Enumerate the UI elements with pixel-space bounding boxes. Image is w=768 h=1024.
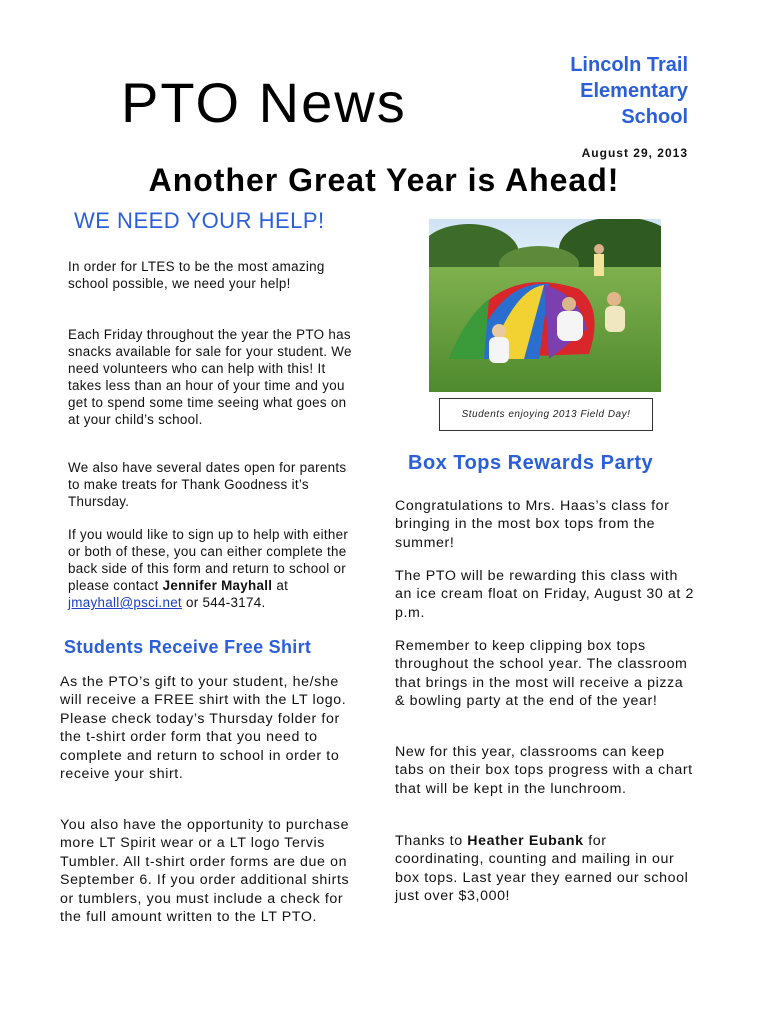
boxtops-paragraph: The PTO will be rewarding this class with an ice cream float on Friday, August 30 at 2 p.m. xyxy=(395,568,695,621)
contact-at: at xyxy=(276,578,289,593)
volunteer-name: Heather Eubank xyxy=(467,833,584,849)
help-contact-text: If you would like to sign up to help with either or both of these, you can either complete the back side of this form and return to school or please contact xyxy=(68,527,349,593)
help-contact-paragraph xyxy=(68,526,358,611)
boxtops-paragraph: Congratulations to Mrs. Haas’s class for bringing in the most box tops from the summer! xyxy=(395,498,670,551)
help-section-heading: WE NEED YOUR HELP! xyxy=(74,208,325,233)
school-name-line: Elementary xyxy=(580,80,688,102)
shirt-paragraph: As the PTO’s gift to your student, he/she will receive a FREE shirt with the LT logo. Please check today’s Thursday folder for the t-shirt order form that you need to complete and return to school in order to receive your shirt. xyxy=(60,674,347,783)
help-paragraph: In order for LTES to be the most amazing school possible, we need your help! xyxy=(68,259,325,291)
field-day-photo xyxy=(429,219,661,392)
shirt-section-heading: Students Receive Free Shirt xyxy=(64,637,312,657)
school-name-line: Lincoln Trail xyxy=(570,54,688,76)
boxtops-paragraph: New for this year, classrooms can keep tabs on their box tops progress with a chart that will be kept in the lunchroom. xyxy=(395,744,693,797)
thanks-prefix: Thanks to xyxy=(395,833,463,849)
shirt-paragraph: You also have the opportunity to purchase more LT Spirit wear or a LT logo Tervis Tumbler. All t-shirt order forms are due on September 6. If you order additional shirts or tumblers, you must include a check for the full amount written to the LT PTO. xyxy=(60,817,350,926)
contact-phone: or 544-3174. xyxy=(186,595,266,610)
help-paragraph: Each Friday throughout the year the PTO has snacks available for sale for your student. We need volunteers who can help with this! It takes less than an hour of your time and you get to spend some time seeing what goes on at your child’s school. xyxy=(68,327,352,427)
school-name-line: School xyxy=(621,106,688,128)
photo-caption: Students enjoying 2013 Field Day! xyxy=(461,409,631,420)
field-day-photo-graphic xyxy=(429,219,661,392)
contact-name: Jennifer Mayhall xyxy=(162,578,273,593)
boxtops-section-heading: Box Tops Rewards Party xyxy=(408,452,654,474)
contact-email-link[interactable]: jmayhall@psci.net xyxy=(68,595,182,610)
help-paragraph: We also have several dates open for parents to make treats for Thank Goodness it’s Thursday. xyxy=(68,460,347,509)
newsletter-title: PTO News xyxy=(121,71,407,134)
school-name xyxy=(488,52,688,130)
boxtops-thanks-paragraph xyxy=(395,832,695,906)
main-headline: Another Great Year is Ahead! xyxy=(148,162,620,198)
issue-date: August 29, 2013 xyxy=(581,146,688,160)
photo-caption-box xyxy=(439,398,653,431)
boxtops-paragraph: Remember to keep clipping box tops throughout the school year. The classroom that brings in the most will receive a pizza & bowling party at the end of the year! xyxy=(395,638,688,710)
thanks-rest: for coordinating, counting and mailing in our box tops. Last year they earned our school just over $3,000! xyxy=(395,833,689,905)
